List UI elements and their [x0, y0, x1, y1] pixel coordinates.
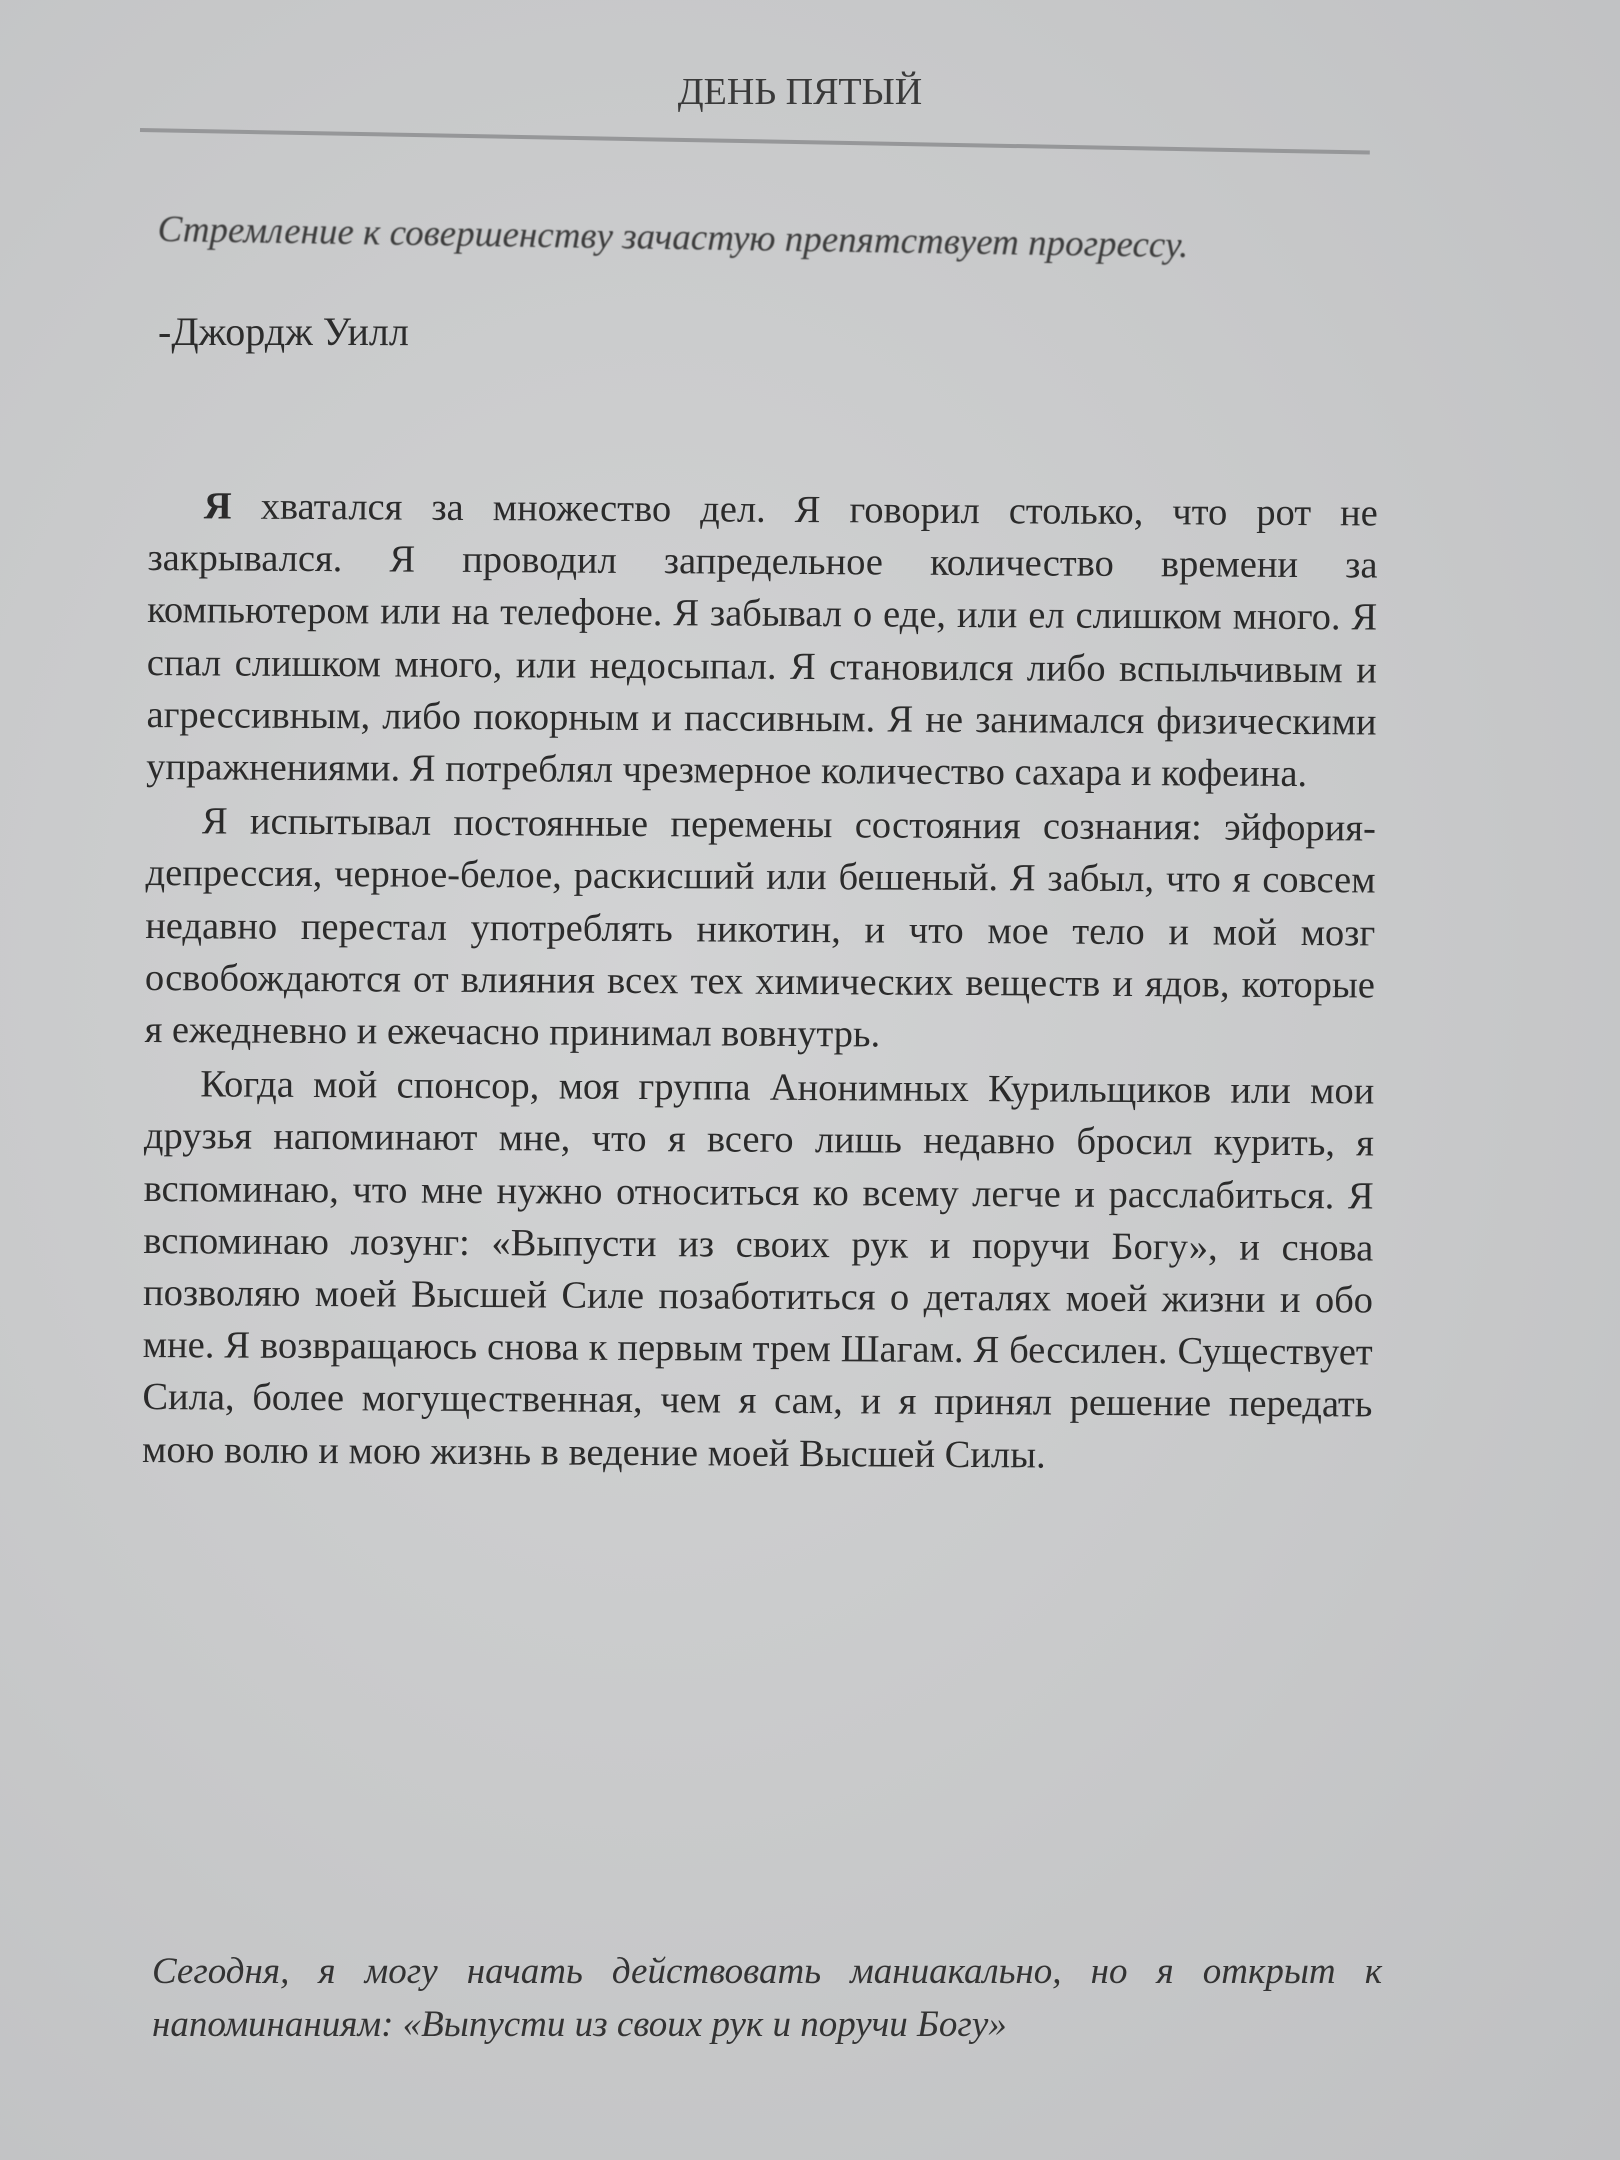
paragraph-text: хватался за множество дел. Я говорил столько, что рот не закрывался. Я проводил запредельное количество времени за компьютером или на телефоне. Я забывал о еде, или ел слишком много. Я спал слишком много, или недосыпал. Я становился либо вспыльчивым и агрессивным, либо покорным и пассивным. Я не занимался физическими упражнениями. Я потреблял чрезмерное количество сахара и кофеина.	[146, 485, 1378, 796]
body-paragraph-1	[146, 480, 1378, 801]
paragraph-first-word: Я	[203, 485, 232, 528]
running-head-title: ДЕНЬ ПЯТЫЙ	[677, 71, 923, 113]
header-rule-divider	[140, 128, 1370, 155]
epigraph-quote: Стремление к совершенству зачастую препятствует прогрессу.	[157, 208, 1189, 267]
body-paragraph-2: Я испытывал постоянные перемены состояния сознания: эйфория-депрессия, черное-белое, раскисший или бешеный. Я забыл, что я совсем недавно перестал употреблять никотин, и что мое тело и мой мозг освобождаются от влияния всех тех химических веществ и ядов, которые я ежедневно и ежечасно принимал вовнутрь.	[144, 800, 1377, 1056]
body-paragraph-3: Когда мой спонсор, моя группа Анонимных Курильщиков или мои друзья напоминают мне, что я всего лишь недавно бросил курить, я вспоминаю, что мне нужно относиться ко всему легче и расслабиться. Я вспоминаю лозунг: «Выпусти из своих рук и поручи Богу», и снова позволяю моей Высшей Силе позаботиться о деталях моей жизни и обо мне. Я возвращаюсь снова к первым трем Шагам. Я бессилен. Существует Сила, более могущественная, чем я сам, и я принял решение передать мою волю и мою жизнь в ведение моей Высшей Силы.	[141, 1063, 1375, 1477]
daily-affirmation: Сегодня, я могу начать действовать маниакально, но я открыт к напоминаниям: «Выпусти из своих рук и поручи Богу»	[152, 1951, 1382, 2045]
epigraph-author: -Джордж Уилл	[158, 309, 409, 354]
body-text	[142, 480, 1378, 1483]
